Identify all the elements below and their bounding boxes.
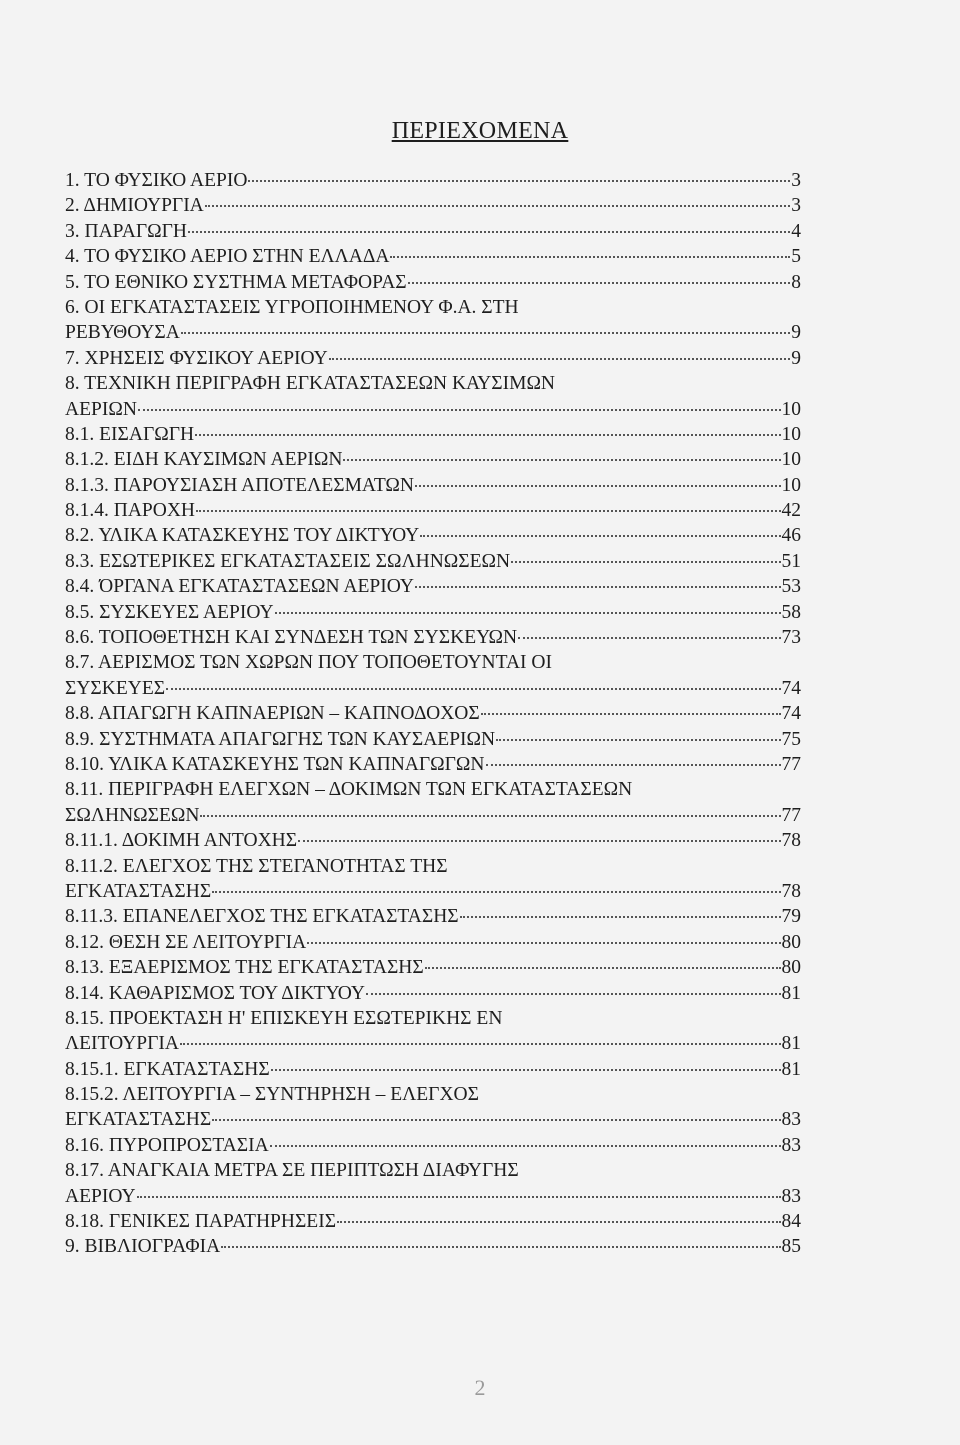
toc-entry-title: 7. ΧΡΗΣΕΙΣ ΦΥΣΙΚΟΥ ΑΕΡΙΟΥ: [65, 347, 328, 369]
dot-leader: [390, 256, 790, 258]
toc-line: [65, 373, 801, 398]
toc-line: [65, 424, 801, 449]
toc-entry[interactable]: [65, 1008, 801, 1059]
toc-entry-title: 8.1.4. ΠΑΡΟΧΗ: [65, 500, 196, 522]
toc-entry[interactable]: [65, 1135, 801, 1160]
toc-entry[interactable]: [65, 729, 801, 754]
toc-line: [65, 170, 801, 195]
toc-line: [65, 1186, 801, 1211]
toc-page-number: 42: [781, 500, 801, 522]
toc-line: [65, 932, 801, 957]
toc-entry[interactable]: [65, 1211, 801, 1236]
toc-entry[interactable]: [65, 1059, 801, 1084]
toc-line: [65, 856, 801, 881]
toc-entry[interactable]: [65, 1084, 801, 1135]
toc-entry-title: 8.6. ΤΟΠΟΘΕΤΗΣΗ ΚΑΙ ΣΥΝΔΕΣΗ ΤΩΝ ΣΥΣΚΕΥΩΝ: [65, 627, 518, 649]
toc-line: [65, 1008, 801, 1033]
dot-leader: [496, 739, 780, 741]
toc-line: [65, 805, 801, 830]
toc-entry-title: 4. ΤΟ ΦΥΣΙΚΟ ΑΕΡΙΟ ΣΤΗΝ ΕΛΛΑΔΑ: [65, 246, 390, 268]
toc-line: [65, 195, 801, 220]
toc-entry[interactable]: [65, 754, 801, 779]
toc-entry-title: 8. ΤΕΧΝΙΚΗ ΠΕΡΙΓΡΑΦΗ ΕΓΚΑΤΑΣΤΑΣΕΩΝ ΚΑΥΣΙΜΩΝ: [65, 373, 556, 395]
toc-page-number: 83: [781, 1185, 801, 1207]
dot-leader: [486, 764, 781, 766]
toc-line: [65, 246, 801, 271]
dot-leader: [481, 713, 781, 715]
toc-entry[interactable]: [65, 272, 801, 297]
toc-entry-title: 3. ΠΑΡΑΓΩΓΗ: [65, 220, 187, 242]
toc-entry-title: 8.4. ΌΡΓΑΝΑ ΕΓΚΑΤΑΣΤΑΣΕΩΝ ΑΕΡΙΟΥ: [65, 576, 414, 598]
toc-line: [65, 1084, 801, 1109]
toc-page-number: 3: [791, 195, 801, 217]
toc-entry-title: 8.1.3. ΠΑΡΟΥΣΙΑΣΗ ΑΠΟΤΕΛΕΣΜΑΤΩΝ: [65, 474, 414, 496]
toc-page-number: 8: [791, 271, 801, 293]
toc-entry-title: 2. ΔΗΜΙΟΥΡΓΙΑ: [65, 195, 204, 217]
toc-page-number: 10: [781, 449, 801, 471]
dot-leader: [212, 1119, 780, 1121]
toc-entry[interactable]: [65, 856, 801, 907]
page-number: 2: [474, 1375, 486, 1400]
toc-entry-title: 8.15.2. ΛΕΙΤΟΥΡΓΙΑ – ΣΥΝΤΗΡΗΣΗ – ΕΛΕΓΧΟΣ: [65, 1084, 479, 1106]
dot-leader: [329, 358, 791, 360]
toc-entry-title: ΡΕΒΥΘΟΥΣΑ: [65, 322, 180, 344]
toc-line: [65, 272, 801, 297]
toc-entry-title: 8.10. ΥΛΙΚΑ ΚΑΤΑΣΚΕΥΗΣ ΤΩΝ ΚΑΠΝΑΓΩΓΩΝ: [65, 753, 485, 775]
toc-entry-title: 8.13. ΕΞΑΕΡΙΣΜΟΣ ΤΗΣ ΕΓΚΑΤΑΣΤΑΣΗΣ: [65, 957, 424, 979]
dot-leader: [196, 510, 780, 512]
toc-entry-title: 8.8. ΑΠΑΓΩΓΗ ΚΑΠΝΑΕΡΙΩΝ – ΚΑΠΝΟΔΟΧΟΣ: [65, 703, 480, 725]
dot-leader: [307, 942, 780, 944]
toc-entry[interactable]: [65, 1160, 801, 1211]
toc-entry-title: ΣΩΛΗΝΩΣΕΩΝ: [65, 804, 200, 826]
toc-line: [65, 1160, 801, 1185]
dot-leader: [425, 967, 781, 969]
toc-line: [65, 475, 801, 500]
toc-page-number: 83: [781, 1134, 801, 1156]
toc-entry-title: 8.12. ΘΕΣΗ ΣΕ ΛΕΙΤΟΥΡΓΙΑ: [65, 931, 307, 953]
toc-line: [65, 1135, 801, 1160]
toc-entry-title: 8.15. ΠΡΟΕΚΤΑΣΗ Η' ΕΠΙΣΚΕΥΗ ΕΣΩΤΕΡΙΚΗΣ ΕΝ: [65, 1007, 503, 1029]
dot-leader: [511, 561, 780, 563]
toc-page-number: 81: [781, 982, 801, 1004]
dot-leader: [212, 891, 780, 893]
toc-line: [65, 729, 801, 754]
dot-leader: [138, 409, 781, 411]
dot-leader: [337, 1221, 780, 1223]
toc-page-number: 4: [791, 220, 801, 242]
toc-line: [65, 652, 801, 677]
toc-entry[interactable]: [65, 170, 801, 195]
dot-leader: [298, 840, 780, 842]
toc-entry-title: 8.3. ΕΣΩΤΕΡΙΚΕΣ ΕΓΚΑΤΑΣΤΑΣΕΙΣ ΣΩΛΗΝΩΣΕΩΝ: [65, 550, 511, 572]
toc-entry[interactable]: [65, 424, 801, 449]
toc-entry[interactable]: [65, 932, 801, 957]
toc-entry-title: ΑΕΡΙΩΝ: [65, 398, 137, 420]
toc-entry[interactable]: [65, 576, 801, 601]
toc-page-number: 9: [791, 347, 801, 369]
toc-page-number: 78: [781, 830, 801, 852]
toc-entry-title: ΣΥΣΚΕΥΕΣ: [65, 677, 166, 699]
toc-page-number: 81: [781, 1033, 801, 1055]
toc-page-number: 75: [781, 728, 801, 750]
toc-line: [65, 983, 801, 1008]
toc-entry-title: 6. ΟΙ ΕΓΚΑΤΑΣΤΑΣΕΙΣ ΥΓΡΟΠΟΙΗΜΕΝΟΥ Φ.Α. ΣΤΗ: [65, 296, 519, 318]
toc-entry-title: 8.18. ΓΕΝΙΚΕΣ ΠΑΡΑΤΗΡΗΣΕΙΣ: [65, 1211, 337, 1233]
toc-page-number: 83: [781, 1109, 801, 1131]
toc-entry-title: 9. ΒΙΒΛΙΟΓΡΑΦΙΑ: [65, 1236, 221, 1258]
toc-entry-title: 8.14. ΚΑΘΑΡΙΣΜΟΣ ΤΟΥ ΔΙΚΤΥΟΥ: [65, 982, 365, 1004]
toc-page-number: 78: [781, 880, 801, 902]
dot-leader: [270, 1145, 781, 1147]
toc-entry[interactable]: [65, 195, 801, 220]
toc-entry[interactable]: [65, 652, 801, 703]
toc-line: [65, 322, 801, 347]
toc-entry[interactable]: [65, 957, 801, 982]
dot-leader: [275, 612, 781, 614]
toc-entry-title: 8.7. ΑΕΡΙΣΜΟΣ ΤΩΝ ΧΩΡΩΝ ΠΟΥ ΤΟΠΟΘΕΤΟΥΝΤΑΙ ΟΙ: [65, 652, 552, 674]
toc-page-number: 80: [781, 957, 801, 979]
toc-entry-title: 5. ΤΟ ΕΘΝΙΚΟ ΣΥΣΤΗΜΑ ΜΕΤΑΦΟΡΑΣ: [65, 271, 407, 293]
toc-line: [65, 576, 801, 601]
toc-entry[interactable]: [65, 779, 801, 830]
toc-line: [65, 678, 801, 703]
toc-page-number: 53: [781, 576, 801, 598]
toc-page-number: 51: [781, 550, 801, 572]
dot-leader: [188, 231, 790, 233]
toc-entry[interactable]: [65, 703, 801, 728]
dot-leader: [195, 434, 780, 436]
table-of-contents: [65, 170, 801, 1262]
toc-entry[interactable]: [65, 449, 801, 474]
toc-line: [65, 1033, 801, 1058]
toc-entry[interactable]: [65, 983, 801, 1008]
toc-entry-title: ΛΕΙΤΟΥΡΓΙΑ: [65, 1033, 179, 1055]
toc-entry-title: 8.11. ΠΕΡΙΓΡΑΦΗ ΕΛΕΓΧΩΝ – ΔΟΚΙΜΩΝ ΤΩΝ ΕΓΚΑΤΑΣΤΑΣΕΩΝ: [65, 779, 633, 801]
toc-entry-title: 8.16. ΠΥΡΟΠΡΟΣΤΑΣΙΑ: [65, 1134, 269, 1156]
dot-leader: [415, 586, 781, 588]
toc-page-number: 77: [781, 753, 801, 775]
toc-line: [65, 221, 801, 246]
toc-page-number: 84: [781, 1211, 801, 1233]
toc-page-number: 81: [781, 1058, 801, 1080]
toc-entry-title: ΕΓΚΑΤΑΣΤΑΣΗΣ: [65, 880, 212, 902]
toc-page-number: 80: [781, 931, 801, 953]
dot-leader: [137, 1196, 781, 1198]
toc-entry-title: ΑΕΡΙΟΥ: [65, 1185, 136, 1207]
dot-leader: [181, 332, 790, 334]
toc-entry-title: 8.17. ΑΝΑΓΚΑΙΑ ΜΕΤΡΑ ΣΕ ΠΕΡΙΠΤΩΣΗ ΔΙΑΦΥΓΗΣ: [65, 1160, 519, 1182]
dot-leader: [420, 535, 780, 537]
toc-entry-title: ΕΓΚΑΤΑΣΤΑΣΗΣ: [65, 1109, 212, 1131]
toc-entry-title: 8.15.1. ΕΓΚΑΤΑΣΤΑΣΗΣ: [65, 1058, 270, 1080]
toc-page-number: 85: [781, 1236, 801, 1258]
toc-entry[interactable]: [65, 475, 801, 500]
dot-leader: [248, 180, 790, 182]
toc-page-number: 10: [781, 398, 801, 420]
toc-line: [65, 1236, 801, 1261]
dot-leader: [518, 637, 780, 639]
toc-line: [65, 500, 801, 525]
toc-line: [65, 1211, 801, 1236]
toc-entry-title: 8.11.1. ΔΟΚΙΜΗ ΑΝΤΟΧΗΣ: [65, 830, 298, 852]
toc-entry[interactable]: [65, 602, 801, 627]
toc-line: [65, 627, 801, 652]
toc-line: [65, 906, 801, 931]
toc-line: [65, 779, 801, 804]
dot-leader: [415, 485, 781, 487]
toc-line: [65, 551, 801, 576]
toc-line: [65, 881, 801, 906]
toc-entry[interactable]: [65, 348, 801, 373]
dot-leader: [205, 205, 790, 207]
toc-line: [65, 1109, 801, 1134]
toc-entry[interactable]: [65, 373, 801, 424]
toc-entry-title: 8.11.2. ΕΛΕΓΧΟΣ ΤΗΣ ΣΤΕΓΑΝΟΤΗΤΑΣ ΤΗΣ: [65, 855, 448, 877]
dot-leader: [180, 1043, 781, 1045]
toc-line: [65, 399, 801, 424]
dot-leader: [366, 993, 781, 995]
dot-leader: [460, 916, 781, 918]
toc-entry[interactable]: [65, 246, 801, 271]
dot-leader: [221, 1246, 780, 1248]
toc-page-number: 73: [781, 627, 801, 649]
toc-entry[interactable]: [65, 1236, 801, 1261]
dot-leader: [200, 815, 780, 817]
toc-page-number: 77: [781, 804, 801, 826]
toc-entry-title: 8.2. ΥΛΙΚΑ ΚΑΤΑΣΚΕΥΗΣ ΤΟΥ ΔΙΚΤΥΟΥ: [65, 525, 420, 547]
toc-entry-title: 8.1.2. ΕΙΔΗ ΚΑΥΣΙΜΩΝ ΑΕΡΙΩΝ: [65, 449, 343, 471]
toc-entry[interactable]: [65, 500, 801, 525]
toc-line: [65, 1059, 801, 1084]
dot-leader: [343, 459, 780, 461]
toc-entry[interactable]: [65, 297, 801, 348]
toc-page-number: 74: [781, 677, 801, 699]
toc-page-number: 10: [781, 423, 801, 445]
toc-line: [65, 449, 801, 474]
toc-line: [65, 602, 801, 627]
toc-entry[interactable]: [65, 525, 801, 550]
toc-page-number: 9: [791, 322, 801, 344]
toc-entry-title: 8.9. ΣΥΣΤΗΜΑΤΑ ΑΠΑΓΩΓΗΣ ΤΩΝ ΚΑΥΣΑΕΡΙΩΝ: [65, 728, 496, 750]
toc-entry[interactable]: [65, 551, 801, 576]
toc-page-number: 74: [781, 703, 801, 725]
toc-entry[interactable]: [65, 627, 801, 652]
toc-line: [65, 754, 801, 779]
toc-entry-title: 8.1. ΕΙΣΑΓΩΓΗ: [65, 423, 195, 445]
toc-page-number: 10: [781, 474, 801, 496]
toc-entry[interactable]: [65, 830, 801, 855]
dot-leader: [271, 1069, 781, 1071]
toc-line: [65, 830, 801, 855]
dot-leader: [408, 282, 791, 284]
toc-page-number: 3: [791, 170, 801, 191]
page-title: ΠΕΡΙΕΧΟΜΕΝΑ: [391, 118, 569, 144]
toc-entry-title: 1. ΤΟ ΦΥΣΙΚΟ ΑΕΡΙΟ: [65, 170, 248, 191]
dot-leader: [166, 688, 780, 690]
toc-line: [65, 525, 801, 550]
toc-page-number: 79: [781, 906, 801, 928]
toc-page-number: 46: [781, 525, 801, 547]
toc-line: [65, 297, 801, 322]
toc-page-number: 58: [781, 601, 801, 623]
toc-page-number: 5: [791, 246, 801, 268]
toc-line: [65, 703, 801, 728]
toc-entry-title: 8.5. ΣΥΣΚΕΥΕΣ ΑΕΡΙΟΥ: [65, 601, 274, 623]
toc-entry[interactable]: [65, 221, 801, 246]
toc-line: [65, 348, 801, 373]
toc-entry-title: 8.11.3. ΕΠΑΝΕΛΕΓΧΟΣ ΤΗΣ ΕΓΚΑΤΑΣΤΑΣΗΣ: [65, 906, 459, 928]
toc-line: [65, 957, 801, 982]
toc-entry[interactable]: [65, 906, 801, 931]
